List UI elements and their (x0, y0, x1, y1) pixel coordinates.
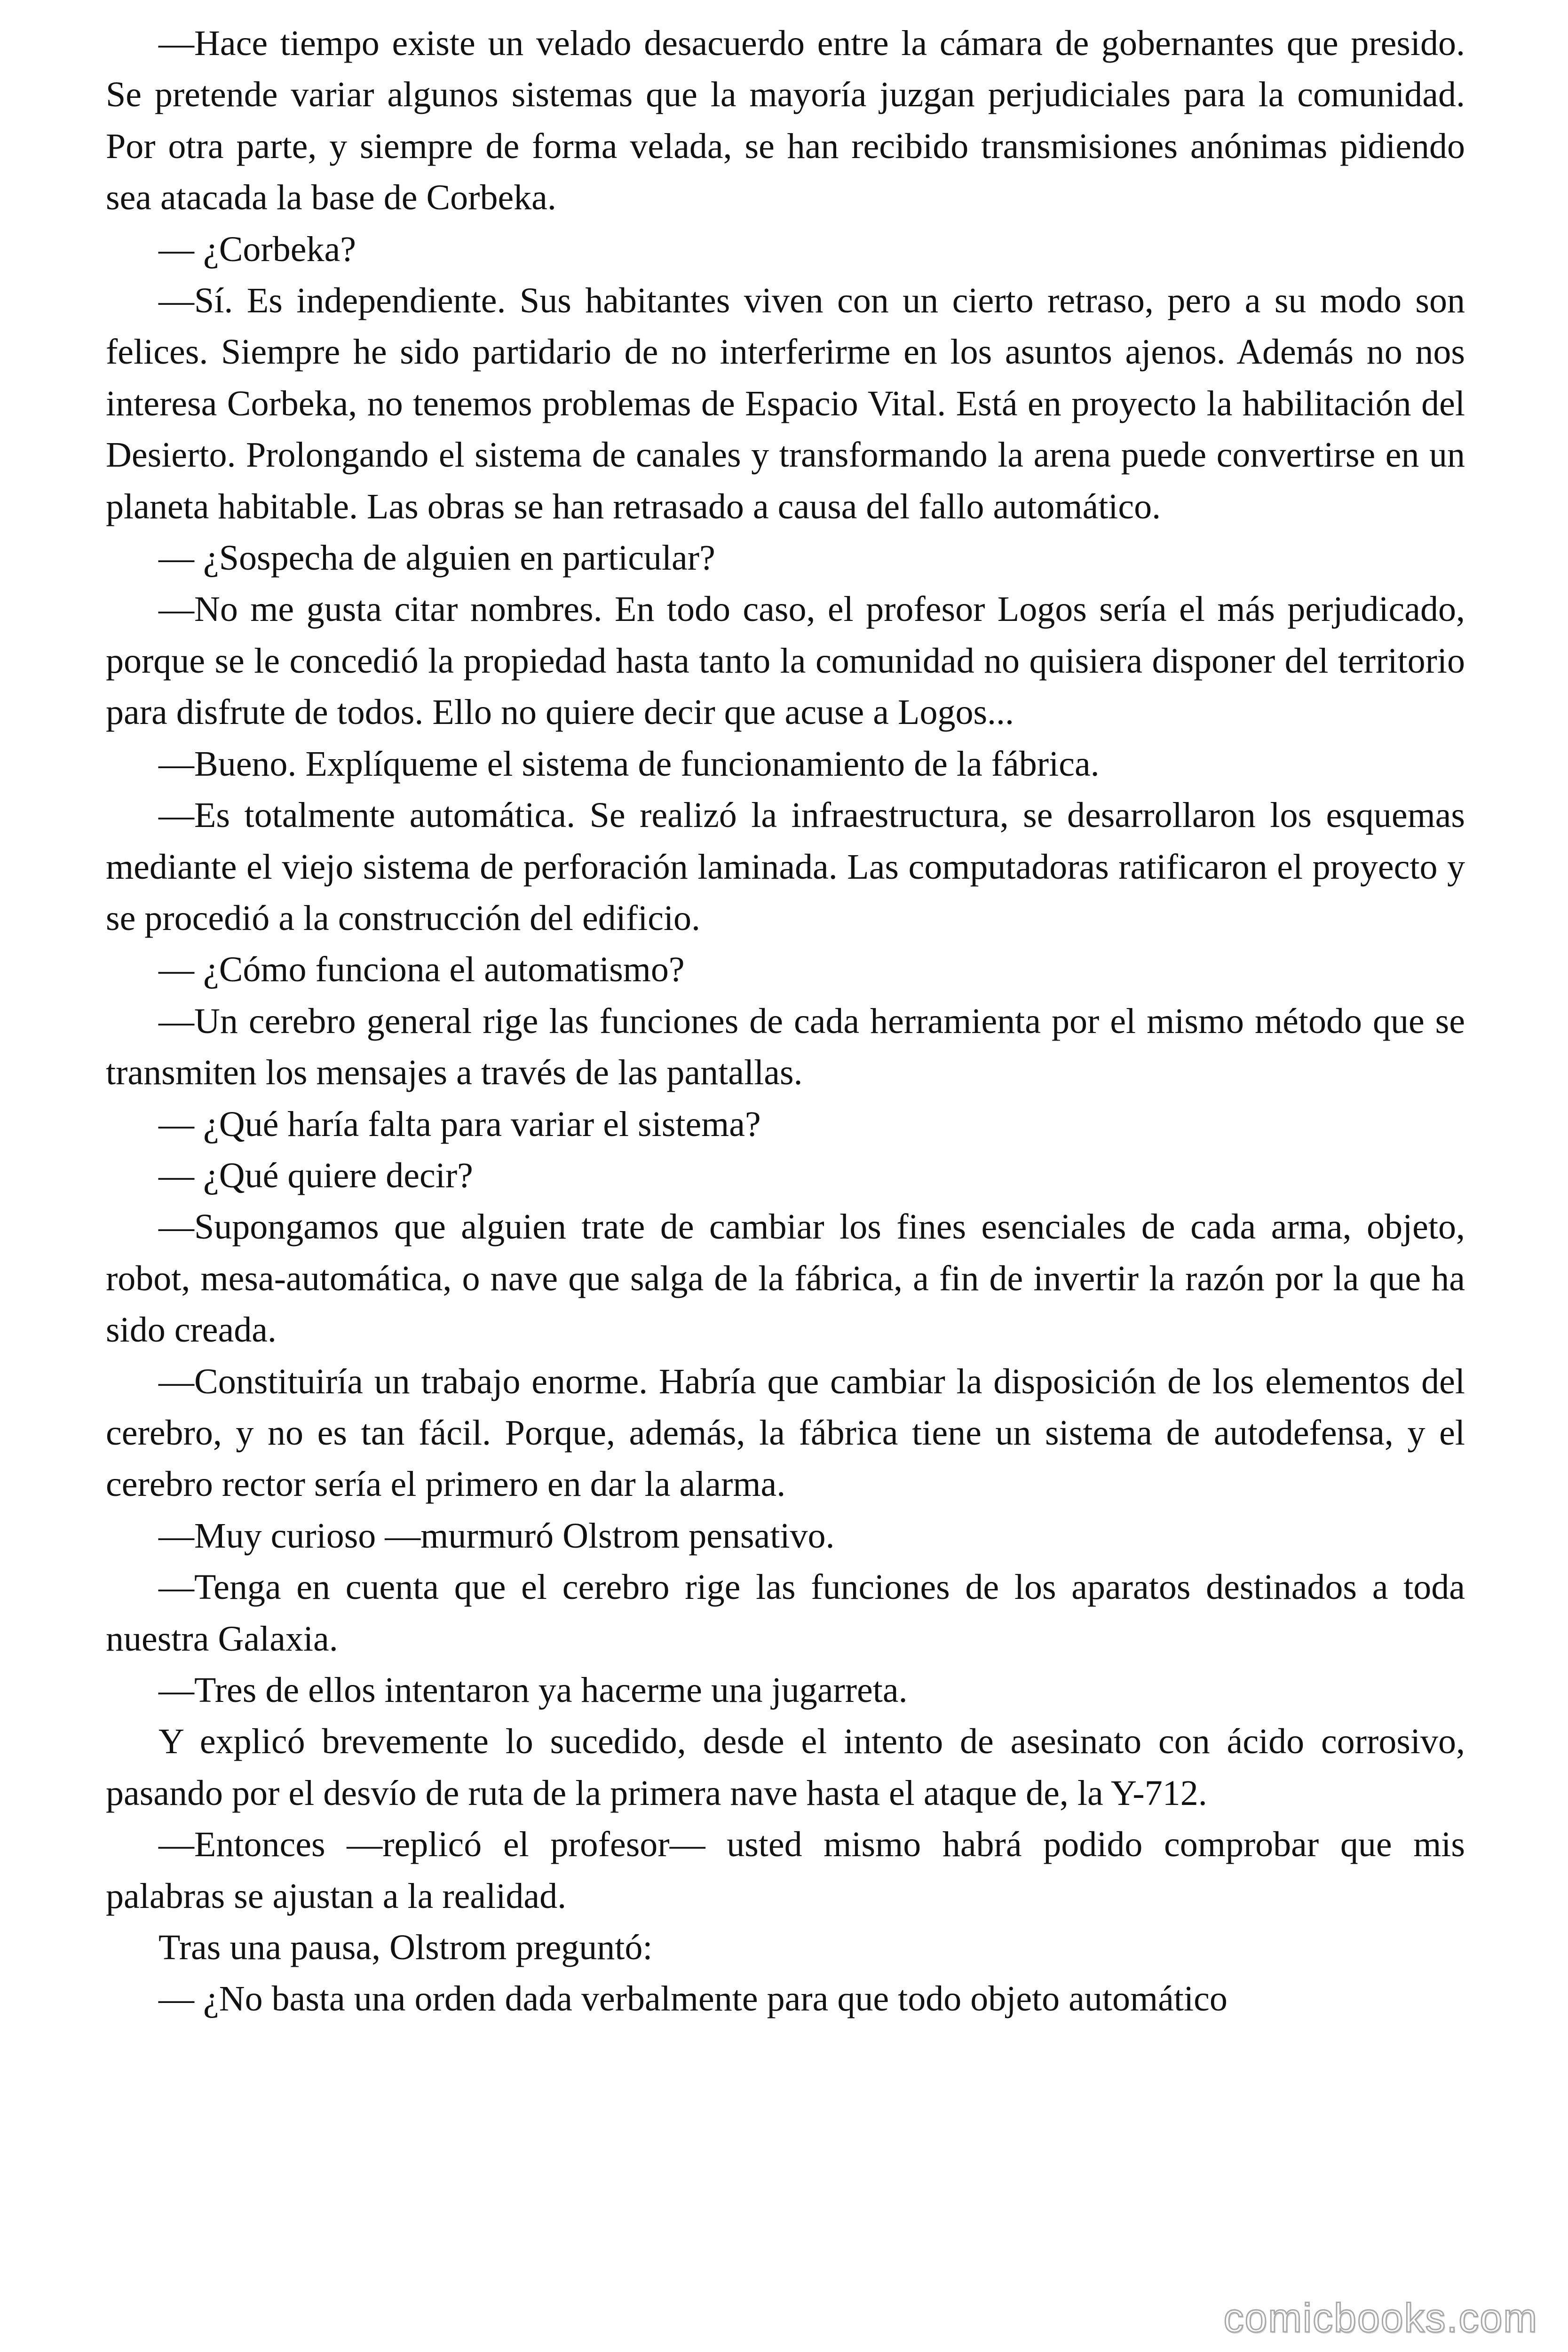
paragraph: — ¿Corbeka? (158, 229, 356, 269)
paragraph: —Muy curioso —murmuró Olstrom pensativo. (158, 1516, 835, 1556)
paragraph: — ¿Sospecha de alguien en particular? (158, 538, 715, 578)
paragraph: —Es totalmente automática. Se realizó la infraestructura, se desarrollaron los esquemas mediante el viejo sistema de perforación laminada. Las computadoras ratificaron el proyecto y se procedió a la construcción del edificio. (106, 795, 1465, 938)
page-text (106, 18, 1465, 2025)
paragraph: —Entonces —replicó el profesor— usted mismo habrá podido comprobar que mis palabras se ajustan a la realidad. (106, 1825, 1465, 1916)
paragraph: —Tenga en cuenta que el cerebro rige las funciones de los aparatos destinados a toda nuestra Galaxia. (106, 1567, 1465, 1659)
watermark-logo: comicbooks.com (1223, 2296, 1538, 2341)
paragraph: —Tres de ellos intentaron ya hacerme una jugarreta. (158, 1670, 908, 1710)
paragraph: —No me gusta citar nombres. En todo caso, el profesor Logos sería el más perjudicado, porque se le concedió la propiedad hasta tanto la comunidad no quisiera disponer del territorio para disfrute de todos. Ello no quiere decir que acuse a Logos... (106, 589, 1465, 732)
paragraph: Tras una pausa, Olstrom preguntó: (158, 1928, 653, 1968)
paragraph: — ¿Qué quiere decir? (158, 1155, 473, 1195)
paragraph: —Bueno. Explíqueme el sistema de funcionamiento de la fábrica. (158, 744, 1100, 784)
paragraph: — ¿Qué haría falta para variar el sistema? (158, 1104, 761, 1144)
paragraph: —Hace tiempo existe un velado desacuerdo entre la cámara de gobernantes que presido. Se pretende variar algunos sistemas que la mayoría juzgan perjudiciales para la comunidad. Por otra parte, y siempre de forma velada, se han recibido transmisiones anónimas pidiendo sea atacada la base de Corbeka. (106, 24, 1465, 218)
paragraph: —Sí. Es independiente. Sus habitantes viven con un cierto retraso, pero a su modo son felices. Siempre he sido partidario de no interferirme en los asuntos ajenos. Además no nos interesa Corbeka, no tenemos problemas de Espacio Vital. Está en proyecto la habilitación del Desierto. Prolongando el sistema de canales y transformando la arena puede convertirse en un planeta habitable. Las obras se han retrasado a causa del fallo automático. (106, 281, 1465, 526)
paragraph: —Supongamos que alguien trate de cambiar los fines esenciales de cada arma, objeto, robot, mesa-automática, o nave que salga de la fábrica, a fin de invertir la razón por la que ha sido creada. (106, 1207, 1465, 1350)
paragraph: — ¿No basta una orden dada verbalmente para que todo objeto automático (158, 1979, 1227, 2019)
paragraph: —Constituiría un trabajo enorme. Habría que cambiar la disposición de los elementos del cerebro, y no es tan fácil. Porque, además, la fábrica tiene un sistema de autodefensa, y el cerebro rector sería el primero en dar la alarma. (106, 1361, 1465, 1504)
paragraph: —Un cerebro general rige las funciones de cada herramienta por el mismo método que se transmiten los mensajes a través de las pantallas. (106, 1001, 1465, 1093)
paragraph: Y explicó brevemente lo sucedido, desde el intento de asesinato con ácido corrosivo, pasando por el desvío de ruta de la primera nave hasta el ataque de, la Y-712. (106, 1722, 1465, 1813)
paragraph: — ¿Cómo funciona el automatismo? (158, 950, 685, 990)
